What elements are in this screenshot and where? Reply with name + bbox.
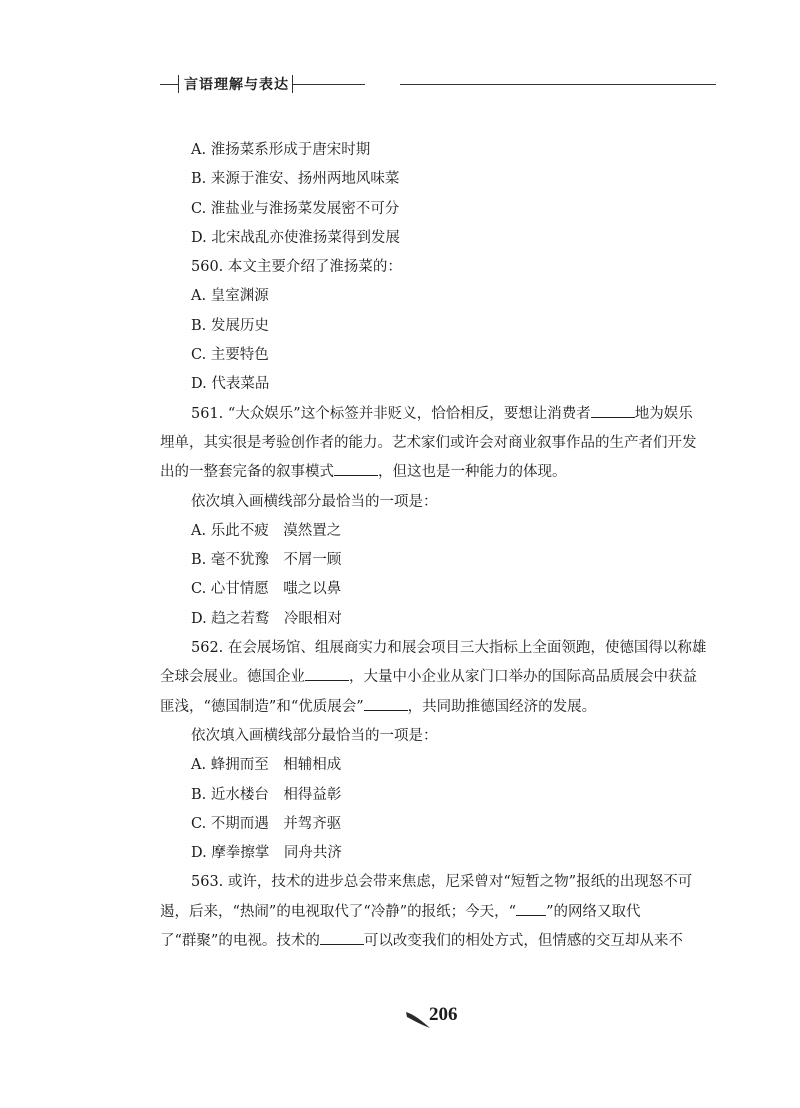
q560-option-c: C. 主要特色 [191,347,269,364]
section-title: 言语理解与表达 [184,77,289,93]
q559-option-d: D. 北宋战乱亦使淮扬菜得到发展 [191,229,400,246]
q560-option-a: A. 皇室渊源 [191,288,269,305]
header-rule-middle [293,84,365,85]
q561-prompt: 依次填入画横线部分最恰当的一项是： [191,493,438,510]
q562-prompt: 依次填入画横线部分最恰当的一项是： [191,727,438,744]
q562-text-3a: 匪浅，“德国制造”和“优质展会” [160,698,364,715]
q561-text-1a: 561. “大众娱乐”这个标签并非贬义，恰恰相反，要想让消费者 [191,405,591,422]
q561-stem-line-2: 埋单，其实很是考验创作者的能力。艺术家们或许会对商业叙事作品的生产者们开发 [160,434,697,451]
q562-text-3b: ，共同助推德国经济的发展。 [407,698,597,715]
q562-stem-line-2 [160,663,724,692]
q561-option-a: A. 乐此不疲 漠然置之 [191,522,342,539]
header-bracket-left [178,75,179,93]
q560-option-d: D. 代表菜品 [191,376,270,393]
q560-stem: 560. 本文主要介绍了淮扬菜的： [191,259,402,276]
q563-text-2a: 遏，后来，“热闹”的电视取代了“冷静”的报纸；今天，“ [160,903,517,920]
q563-text-2b: ”的网络又取代 [546,903,641,920]
q561-text-3a: 出的一整套完备的叙事模式 [160,464,334,481]
q559-option-b: B. 来源于淮安、扬州两地风味菜 [191,171,400,188]
q561-text-3b: ，但这也是一种能力的体现。 [378,464,567,481]
q561-stem-line-1 [160,400,724,429]
q562-option-d: D. 摩拳擦掌 同舟共济 [191,845,342,862]
q563-text-3a: 了“群聚”的电视。技术的 [160,933,320,950]
page-body [160,136,724,956]
q561-option-c: C. 心甘情愿 嗤之以鼻 [191,581,342,598]
q561-option-d: D. 趋之若鹜 冷眼相对 [191,610,342,627]
page-number: 206 [429,1004,458,1025]
q563-text-3b: 可以改变我们的相处方式，但情感的交互却从来不 [363,933,683,950]
q562-stem-line-3 [160,693,724,722]
q562-option-a: A. 蜂拥而至 相辅相成 [191,757,342,774]
q561-stem-line-3 [160,458,724,487]
q560-option-b: B. 发展历史 [191,317,269,334]
answer-blank [364,696,408,711]
running-header [0,70,800,100]
header-rule-right [400,84,716,85]
q559-option-c: C. 淮盐业与淮扬菜发展密不可分 [191,200,400,217]
quill-pen-icon [405,1008,431,1030]
q563-stem-line-2 [160,898,724,927]
answer-blank [591,403,635,418]
q563-stem-line-3 [160,927,724,956]
answer-blank [334,461,378,476]
q561-text-1b: 地为娱乐 [634,405,693,422]
q563-stem-line-1: 563. 或许，技术的进步总会带来焦虑，尼采曾对“短暂之物”报纸的出现怒不可 [191,874,693,891]
q562-option-b: B. 近水楼台 相得益彰 [191,786,342,803]
q562-stem-line-1: 562. 在会展场馆、组展商实力和展会项目三大指标上全面领跑，使德国得以称雄 [191,640,707,657]
q559-option-a: A. 淮扬菜系形成于唐宋时期 [191,142,371,158]
answer-blank [320,930,364,945]
q562-option-c: C. 不期而遇 并驾齐驱 [191,815,342,832]
q562-text-2a: 全球会展业。德国企业 [160,669,305,686]
header-rule-left [160,84,178,85]
answer-blank [516,901,546,916]
answer-blank [305,666,349,681]
q562-text-2b: ，大量中小企业从家门口举办的国际高品质展会中获益 [349,669,697,686]
q561-option-b: B. 毫不犹豫 不屑一顾 [191,552,342,569]
